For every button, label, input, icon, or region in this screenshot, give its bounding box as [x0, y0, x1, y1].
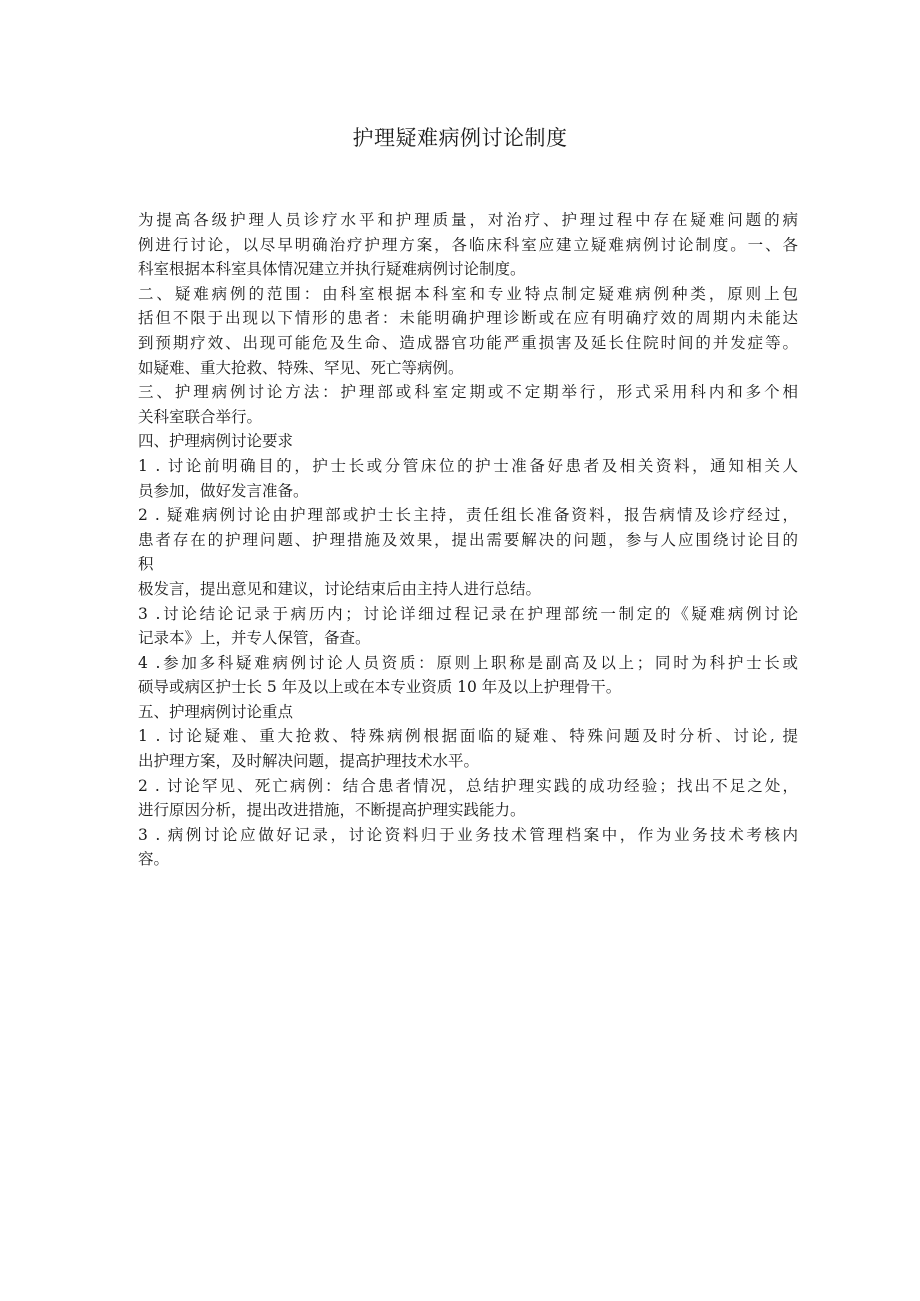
body-line: 例进行讨论，以尽早明确治疗护理方案，各临床科室应建立疑难病例讨论制度。一、各 [138, 235, 798, 254]
body-line: 到预期疗效、出现可能危及生命、造成器官功能严重损害及延长住院时间的并发症等。 [138, 333, 798, 352]
body-line: 3 .讨论结论记录于病历内；讨论详细过程记录在护理部统一制定的《疑难病例讨论 [138, 604, 798, 623]
body-line: 科室根据本科室具体情况建立并执行疑难病例讨论制度。 [138, 260, 526, 279]
body-line: 员参加，做好发言准备。 [138, 481, 309, 500]
body-line: 2 . 讨论罕见、死亡病例：结合患者情况，总结护理实践的成功经验；找出不足之处， [138, 776, 798, 795]
body-line: 4 .参加多科疑难病例讨论人员资质：原则上职称是副高及以上；同时为科护士长或 [138, 653, 798, 672]
body-line: 括但不限于出现以下情形的患者：未能明确护理诊断或在应有明确疗效的周期内未能达 [138, 309, 798, 328]
body-line: 1 . 讨论前明确目的，护士长或分管床位的护士准备好患者及相关资料，通知相关人 [138, 456, 798, 475]
body-line: 容。 [138, 850, 170, 869]
body-line: 2 . 疑难病例讨论由护理部或护士长主持，责任组长准备资料，报告病情及诊疗经过， [138, 506, 798, 525]
body-line: 二、疑难病例的范围：由科室根据本科室和专业特点制定疑难病例种类，原则上包 [138, 284, 798, 303]
document-title: 护理疑难病例讨论制度 [352, 126, 568, 150]
body-line: 记录本》上，并专人保管，备查。 [138, 629, 371, 648]
body-line: 进行原因分析，提出改进措施，不断提高护理实践能力。 [138, 801, 526, 820]
body-line: 关科室联合举行。 [138, 407, 263, 426]
body-line: 患者存在的护理问题、护理措施及效果，提出需要解决的问题，参与人应围绕讨论目的 [138, 530, 798, 549]
body-line: 硕导或病区护士长 5 年及以上或在本专业资质 10 年及以上护理骨干。 [138, 678, 622, 697]
body-line: 3 . 病例讨论应做好记录，讨论资料归于业务技术管理档案中，作为业务技术考核内 [138, 825, 798, 844]
body-line: 为提高各级护理人员诊疗水平和护理质量，对治疗、护理过程中存在疑难问题的病 [138, 211, 798, 229]
body-line: 积 [138, 555, 154, 574]
body-line: 四、护理病例讨论要求 [138, 432, 294, 451]
body-line: 极发言，提出意见和建议，讨论结束后由主持人进行总结。 [138, 579, 542, 598]
document-body [138, 208, 798, 872]
body-line: 三、护理病例讨论方法：护理部或科室定期或不定期举行，形式采用科内和多个相 [138, 383, 798, 402]
body-line: 五、护理病例讨论重点 [138, 702, 294, 721]
body-line: 1 . 讨论疑难、重大抢救、特殊病例根据面临的疑难、特殊问题及时分析、讨论, 提 [138, 727, 798, 746]
body-line: 如疑难、重大抢救、特殊、罕见、死亡等病例。 [138, 358, 464, 377]
body-line: 出护理方案，及时解决问题，提高护理技术水平。 [138, 752, 480, 771]
